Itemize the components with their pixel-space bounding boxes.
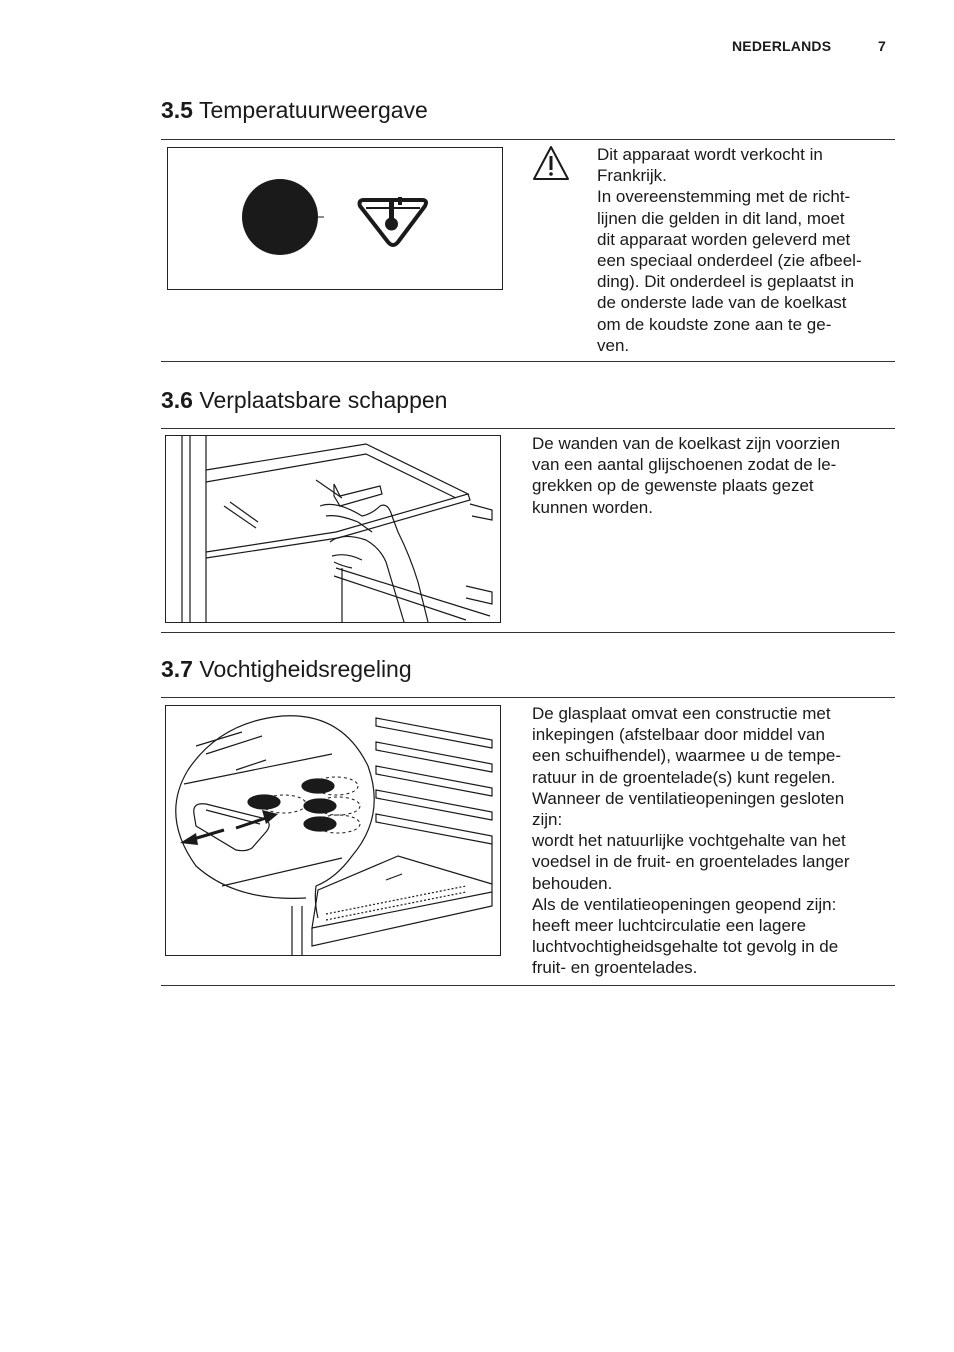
section-number: 3.5 [161,97,193,123]
section-number: 3.7 [161,656,193,682]
section-3-7-text: De glasplaat omvat een constructie met inkepingen (afstelbaar door middel van een schuifhendel), waarmee u de tempe- ratuur in de groentelade(s) kunt regelen. Wanneer de ventilatieopeningen gesloten zijn: wordt het natuurlijke vochtgehalte van het voedsel in de fruit- en groentelades langer behouden. Als de ventilatieopeningen geopend zijn: heeft meer luchtcirculatie een lagere luchtvochtigheidsgehalte tot gevolg in de fruit- en groentelades. [532,704,850,978]
section-bottom-rule [161,361,895,362]
section-title-3-7 [161,656,412,683]
section-bottom-rule [161,632,895,633]
section-top-rule [161,428,895,429]
section-heading: Verplaatsbare schappen [199,387,448,413]
movable-shelves-figure [165,435,501,623]
page-number: 7 [878,38,886,54]
section-3-5-text: Dit apparaat wordt verkocht in Frankrijk. In overeenstemming met de richt- lijnen die gelden in dit land, moet dit apparaat worden geleverd met een speciaal onderdeel (zie afbeel- ding). Dit onderdeel is geplaatst in de onderste lade van de koelkast om de koudste zone aan te ge- ven. [597,145,862,355]
section-number: 3.6 [161,387,193,413]
warning-triangle-icon [531,144,571,182]
section-title-3-5 [161,97,428,124]
section-top-rule [161,139,895,140]
temperature-indicator-figure [167,147,503,290]
humidity-control-figure [165,705,501,956]
section-top-rule [161,697,895,698]
section-heading: Vochtigheidsregeling [199,656,412,682]
section-3-6-text: De wanden van de koelkast zijn voorzien van een aantal glijschoenen zodat de le- grekken op de gewenste plaats gezet kunnen worden. [532,434,841,517]
section-heading: Temperatuurweergave [198,97,428,123]
running-header-language: NEDERLANDS [732,38,832,54]
section-title-3-6 [161,387,447,414]
section-bottom-rule [161,985,895,986]
